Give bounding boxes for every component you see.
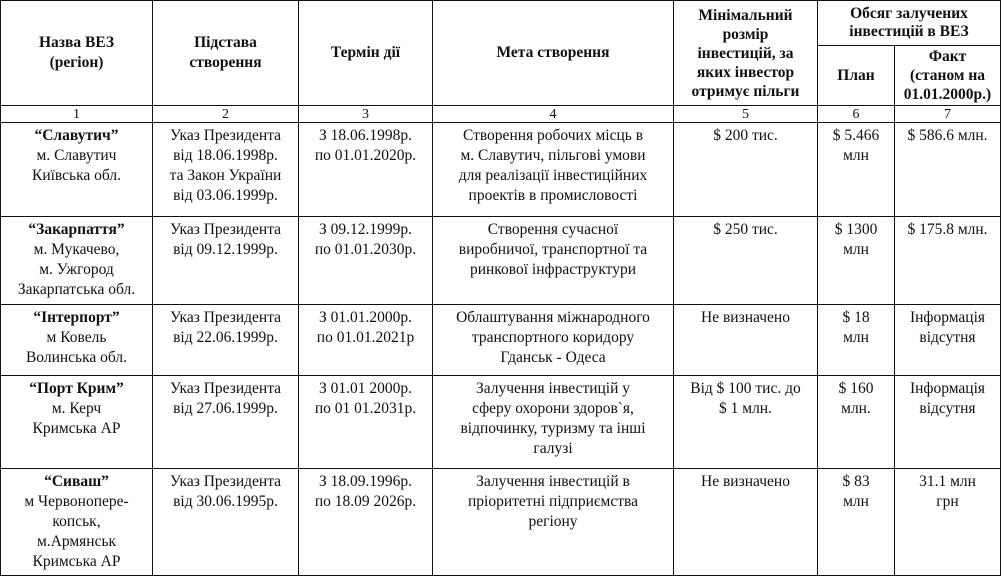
goal-line: Облаштування міжнародного [456,309,650,326]
basis-line: від 09.12.1999р. [173,241,278,258]
term-cell [299,469,433,576]
basis-line: Указ Президента [169,221,282,238]
column-number: 3 [299,106,433,123]
term-line: З 18.09.1996р. [318,473,412,490]
zone-name-cell [1,305,153,376]
basis-cell [153,469,299,576]
zone-region: Кримська АР [32,420,121,437]
basis-line: та Закон України [169,167,282,184]
goal-line: Створення робочих місць в [462,127,644,144]
min-investment-line: Не визначено [701,309,790,326]
header-basis-line: створення [189,54,262,71]
min-investment-cell [674,376,818,469]
zone-region: Закарпатська обл. [17,281,136,298]
fact-line: відсутня [919,329,976,346]
term-line: З 09.12.1999р. [318,221,412,238]
zone-name: “Сиваш” [44,473,109,490]
goal-line: Залучення інвестицій у [475,380,631,397]
plan-line: $ 83 [842,473,870,490]
column-number: 1 [1,106,153,123]
header-plan: План [818,46,895,106]
plan-line: $ 5.466 [832,127,880,144]
header-fact [895,46,1001,106]
fact-line: Інформація [909,380,986,397]
min-investment-cell [674,123,818,217]
zone-region: Кримська АР [32,553,121,570]
zone-name: “Інтерпорт” [33,309,120,326]
min-investment-cell [674,469,818,576]
goal-line: регіону [528,513,578,530]
min-investment-cell [674,305,818,376]
plan-line: млн [843,329,869,346]
fact-cell [895,376,1001,469]
zone-region: м. Керч [51,400,102,417]
goal-line: галузі [533,440,573,457]
fact-cell [895,305,1001,376]
plan-cell [818,469,895,576]
goal-line: транспортного коридору [471,329,635,346]
min-investment-cell [674,217,818,305]
term-line: по 01 01.2031р. [314,400,417,417]
zone-name-cell [1,123,153,217]
fact-line: $ 175.8 млн. [907,221,988,238]
table-row [1,376,1001,469]
basis-cell [153,123,299,217]
header-fact-line: (станом на [909,67,986,84]
term-line: по 01.01.2021р [316,329,415,346]
basis-cell [153,305,299,376]
goal-line: пріоритетні підприємства [468,493,638,510]
header-fact-line: Факт [928,48,967,65]
term-line: З 18.06.1998р. [318,127,412,144]
plan-cell [818,376,895,469]
header-volume-line: Обсяг залучених [850,5,968,22]
goal-line: ринкової інфраструктури [469,261,637,278]
zone-region: м. Славутич [36,147,117,164]
zone-region: Київська обл. [31,167,122,184]
table-row [1,123,1001,217]
plan-cell [818,217,895,305]
goal-line: виробничої, транспортної та [458,241,648,258]
goal-cell [433,469,674,576]
fact-cell [895,469,1001,576]
goal-line: Залучення інвестицій в [476,473,630,490]
column-number: 7 [895,106,1001,123]
plan-line: млн [843,147,869,164]
basis-cell [153,217,299,305]
min-investment-line: $ 250 тис. [713,221,778,238]
zone-name: “Закарпаття” [28,221,125,238]
header-name [1,1,153,106]
header-basis-line: Підстава [194,34,257,51]
basis-line: від 22.06.1999р. [173,329,278,346]
min-investment-line: Від $ 100 тис. до [690,380,801,397]
basis-line: Указ Президента [169,380,282,397]
term-cell [299,376,433,469]
basis-line: від 30.06.1995р. [173,493,278,510]
plan-cell [818,305,895,376]
goal-line: Створення сучасної [487,221,619,238]
plan-line: млн [843,493,869,510]
fact-line: $ 586.6 млн. [907,127,988,144]
zone-name: “Порт Крим” [29,380,124,397]
goal-line: м. Славутич, пільгові умови [460,147,646,164]
min-investment-line: $ 200 тис. [713,127,778,144]
plan-line: $ 1300 [834,221,878,238]
min-investment-line: $ 1 млн. [719,400,772,417]
zone-region: копськ, [52,513,101,530]
goal-line: сферу охорони здоров`я, [472,400,634,417]
basis-cell [153,376,299,469]
goal-cell [433,305,674,376]
goal-line: для реалізації інвестиційних [458,167,648,184]
table-row [1,469,1001,576]
column-number: 6 [818,106,895,123]
header-min-line: розмір [722,25,769,43]
term-line: по 01.01.2030р. [314,241,417,258]
basis-line: Указ Президента [169,309,282,326]
header-volume-line: інвестицій в ВЕЗ [849,23,969,40]
zone-region: м Ковель [46,329,107,346]
basis-line: Указ Президента [169,473,282,490]
term-line: по 18.09 2026р. [314,493,417,510]
header-name-line: Назва ВЕЗ [38,34,115,51]
zone-name-cell [1,469,153,576]
column-numbers-row [1,106,1001,123]
header-min-line: отримує пільги [691,82,800,100]
zone-region: м. Мукачево, [33,241,120,258]
plan-line: млн. [841,400,871,417]
column-number: 2 [153,106,299,123]
fact-cell [895,217,1001,305]
header-min-investment [674,1,818,106]
fact-line: відсутня [919,400,976,417]
header-investment-volume [818,1,1001,46]
header-min-line: інвестицій, за [697,44,794,62]
basis-line: Указ Президента [169,127,282,144]
zone-region: м Червонопере- [24,493,129,510]
header-name-line: (регіон) [49,54,104,71]
term-cell [299,123,433,217]
header-min-line: Мінімальний [698,6,793,24]
fact-line: 31.1 млн [919,473,976,490]
column-number: 4 [433,106,674,123]
table-row [1,305,1001,376]
goal-cell [433,123,674,217]
header-basis [153,1,299,106]
header-min-line: яких інвестор [696,63,795,81]
goal-line: проектів в промисловості [468,187,638,204]
plan-cell [818,123,895,217]
basis-line: від 18.06.1998р. [173,147,278,164]
plan-line: млн [843,241,869,258]
zone-name: “Славутич” [34,127,119,144]
zone-region: м. Ужгород [39,261,114,278]
term-line: З 01.01 2000р. [318,380,412,397]
term-cell [299,305,433,376]
column-number: 5 [674,106,818,123]
goal-cell [433,217,674,305]
fact-cell [895,123,1001,217]
zone-name-cell [1,217,153,305]
header-goal: Мета створення [433,1,674,106]
table-row [1,217,1001,305]
goal-cell [433,376,674,469]
header-fact-line: 01.01.2000р.) [903,86,992,103]
min-investment-line: Не визначено [701,473,790,490]
basis-line: від 27.06.1999р. [173,400,278,417]
fact-line: грн [936,493,959,510]
goal-line: Гданськ - Одеса [500,349,606,366]
zone-region: м.Армянськ [36,533,117,550]
basis-line: від 03.06.1999р. [173,187,278,204]
fact-line: Інформація [909,309,986,326]
goal-line: відпочинку, туризму та інші [460,420,646,437]
header-term: Термін дії [299,1,433,106]
term-cell [299,217,433,305]
zone-region: Волинська обл. [25,349,128,366]
plan-line: $ 160 [838,380,874,397]
term-line: З 01.01.2000р. [318,309,412,326]
plan-line: $ 18 [842,309,870,326]
term-line: по 01.01.2020р. [314,147,417,164]
zone-name-cell [1,376,153,469]
